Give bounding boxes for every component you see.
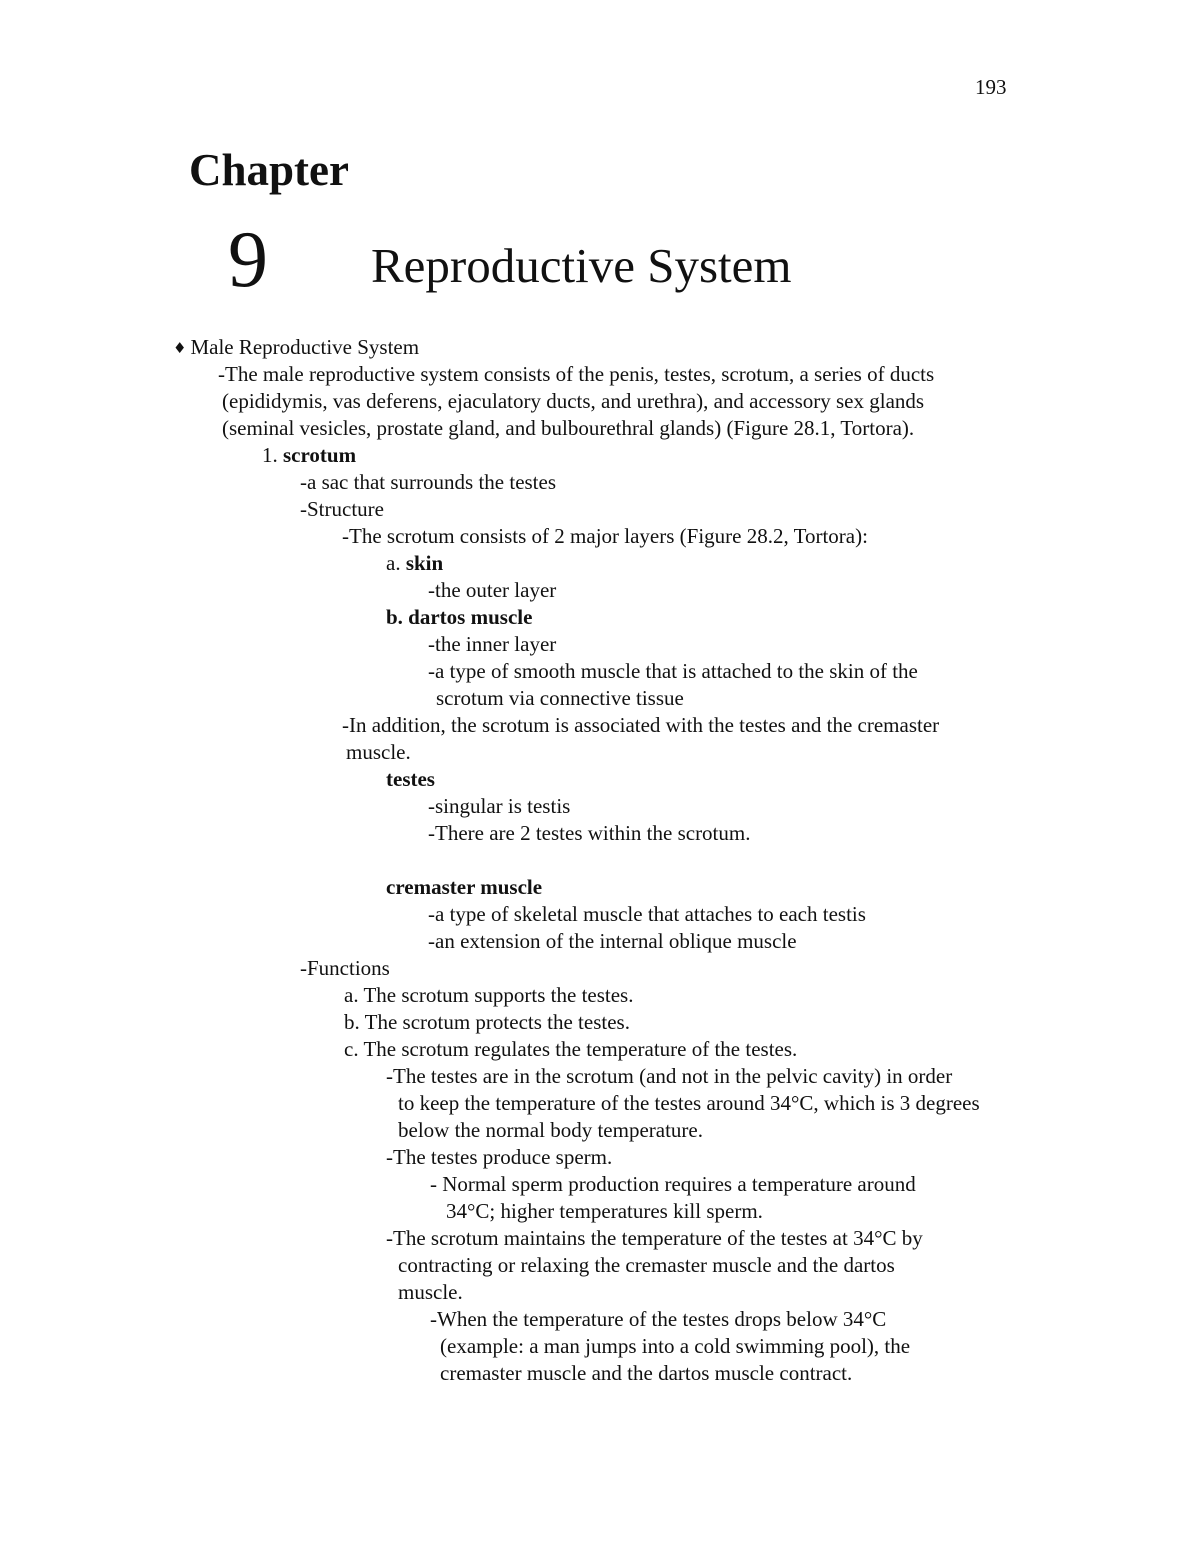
body-line: -Functions (300, 956, 390, 980)
list-item-skin (386, 550, 443, 577)
body-line: -In addition, the scrotum is associated with the testes and the cremaster (342, 713, 940, 737)
body-line: -an extension of the internal oblique muscle (428, 929, 797, 953)
body-line: b. The scrotum protects the testes. (344, 1010, 630, 1034)
body-line: cremaster muscle and the dartos muscle contract. (440, 1361, 853, 1385)
body-line: -There are 2 testes within the scrotum. (428, 821, 751, 845)
list-marker: 1. (262, 443, 283, 467)
body-line: -The male reproductive system consists of the penis, testes, scrotum, a series of ducts (218, 362, 935, 386)
body-line: (example: a man jumps into a cold swimming pool), the (440, 1334, 911, 1358)
body-line: (seminal vesicles, prostate gland, and bulbourethral glands) (Figure 28.1, Tortora). (222, 416, 915, 440)
term-testes: testes (386, 767, 435, 791)
body-line: -singular is testis (428, 794, 571, 818)
body-line: -the inner layer (428, 632, 557, 656)
body-line: -the outer layer (428, 578, 557, 602)
section-heading-text: Male Reproductive System (190, 335, 420, 359)
body-line: -The scrotum consists of 2 major layers (Figure 28.2, Tortora): (342, 524, 868, 548)
body-line: -a type of skeletal muscle that attaches to each testis (428, 902, 866, 926)
body-line: muscle. (346, 740, 411, 764)
body-line: -a type of smooth muscle that is attached to the skin of the (428, 659, 918, 683)
body-line: a. The scrotum supports the testes. (344, 983, 634, 1007)
chapter-title: Reproductive System (371, 238, 792, 293)
body-line: - Normal sperm production requires a temperature around (430, 1172, 916, 1196)
body-line: 34°C; higher temperatures kill sperm. (446, 1199, 763, 1223)
body-line: c. The scrotum regulates the temperature of the testes. (344, 1037, 798, 1061)
page-number: 193 (975, 75, 1007, 99)
body-line: muscle. (398, 1280, 463, 1304)
term-dartos-muscle: b. dartos muscle (386, 605, 533, 629)
term-cremaster-muscle: cremaster muscle (386, 875, 543, 899)
body-line: (epididymis, vas deferens, ejaculatory ducts, and urethra), and accessory sex glands (222, 389, 925, 413)
term-skin: skin (405, 551, 444, 575)
section-heading (173, 334, 419, 361)
body-line: -When the temperature of the testes drops below 34°C (430, 1307, 887, 1331)
term-scrotum: scrotum (283, 443, 357, 467)
body-line: -Structure (300, 497, 384, 521)
diamond-bullet-icon: ♦ (173, 339, 187, 357)
body-line: -The testes produce sperm. (386, 1145, 613, 1169)
body-line: contracting or relaxing the cremaster muscle and the dartos (398, 1253, 895, 1277)
body-line: to keep the temperature of the testes around 34°C, which is 3 degrees (398, 1091, 980, 1115)
body-line: below the normal body temperature. (398, 1118, 703, 1142)
list-item-scrotum (262, 442, 356, 469)
chapter-number: 9 (228, 216, 268, 304)
body-line: -The scrotum maintains the temperature of the testes at 34°C by (386, 1226, 923, 1250)
chapter-label: Chapter (189, 145, 349, 195)
body-line: -a sac that surrounds the testes (300, 470, 557, 494)
body-line: scrotum via connective tissue (436, 686, 684, 710)
list-marker: a. (386, 551, 406, 575)
body-line: -The testes are in the scrotum (and not in the pelvic cavity) in order (386, 1064, 953, 1088)
